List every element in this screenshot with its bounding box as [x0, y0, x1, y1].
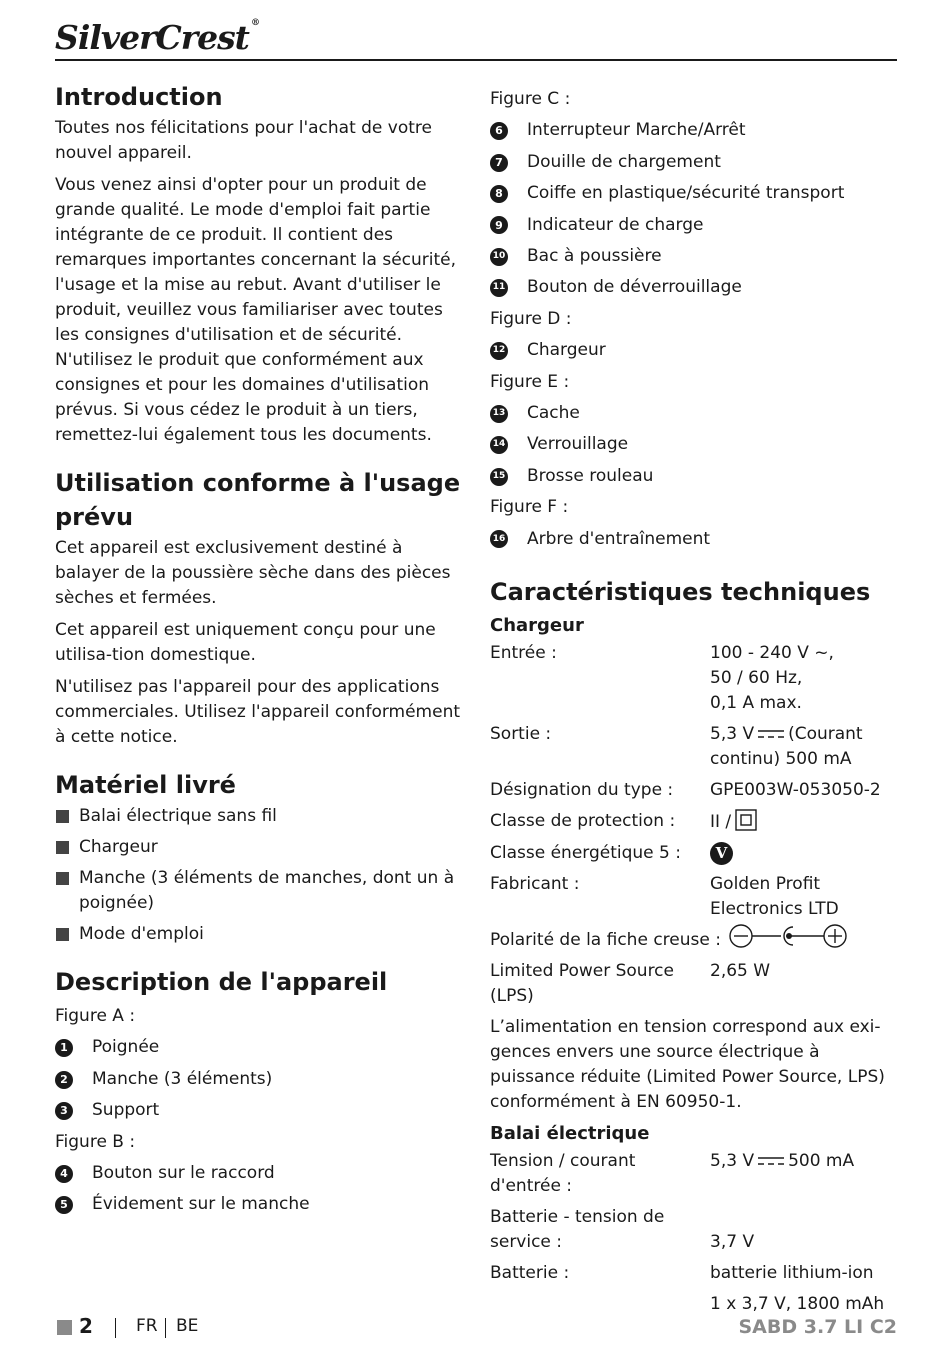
model-number: SABD 3.7 LI C2: [738, 1316, 897, 1338]
list-item: 16 Arbre d'entraînement: [490, 524, 900, 555]
page-header: [55, 8, 897, 61]
charger-subheading: Chargeur: [490, 615, 584, 637]
figure-d-label: Figure D :: [490, 308, 572, 329]
figure-f-label: Figure F :: [490, 497, 569, 518]
supplied-item: Balai électrique sans fil: [55, 804, 465, 829]
intro-heading: Introduction: [55, 83, 223, 111]
list-item: 1 Poignée: [55, 1032, 465, 1063]
list-item: 15 Brosse rouleau: [490, 461, 900, 492]
spec-row-type: Désignation du type : GPE003W-053050-2: [490, 780, 881, 801]
footer-divider: [165, 1318, 166, 1338]
list-item: 3 Support: [55, 1095, 465, 1126]
list-item: 7 Douille de chargement: [490, 147, 900, 178]
list-item: 6 Interrupteur Marche/Arrêt: [490, 115, 900, 146]
brand-logo: SilverCrest ®: [55, 18, 259, 57]
figure-b-label: Figure B :: [55, 1131, 136, 1152]
polarity-symbol-icon: [729, 922, 847, 950]
list-item: 4 Bouton sur le raccord: [55, 1158, 465, 1189]
spec-row-energy: Classe énergétique 5 : V: [490, 841, 900, 866]
list-item: 2 Manche (3 éléments): [55, 1064, 465, 1095]
bullet-square-icon: [56, 872, 69, 885]
spec-row-output: Sortie : 5,3 V (Courant continu) 500 mA: [490, 724, 863, 770]
dc-symbol-icon: [758, 1156, 784, 1166]
list-item: 10 Bac à poussière: [490, 241, 900, 272]
page-footer: [55, 1310, 897, 1346]
spec-row-voltage: Tension / courant d'entrée : 5,3 V 500 mA: [490, 1151, 855, 1197]
spec-row-protection: Classe de protection : II /: [490, 809, 900, 835]
list-item: 9 Indicateur de charge: [490, 210, 900, 241]
spec-row-input: Entrée : 100 - 240 V ~, 50 / 60 Hz, 0,1 A max.: [490, 643, 834, 714]
supplied-heading: Matériel livré: [55, 771, 236, 799]
spec-row-battery: Batterie : batterie lithium-ion 1 x 3,7 V, 1800 mAh: [490, 1263, 885, 1315]
page-marker-square: [57, 1320, 72, 1335]
intro-paragraph-1: Toutes nos félicitations pour l'achat de votre nouvel appareil.: [55, 118, 432, 163]
specs-heading: Caractéristiques techniques: [490, 578, 871, 607]
header-rule: [55, 59, 897, 61]
figure-e-label: Figure E :: [490, 371, 570, 392]
footer-divider: [115, 1318, 116, 1338]
dc-symbol-icon: [758, 729, 784, 739]
lang-fr: FR: [136, 1316, 158, 1336]
spec-row-lps: Limited Power Source (LPS) 2,65 W: [490, 961, 771, 1007]
spec-row-polarity: Polarité de la fiche creuse :: [490, 928, 900, 953]
usage-paragraph-2: Cet appareil est uniquement conçu pour une utilisa-tion domestique.: [55, 620, 436, 665]
supplied-item: Chargeur: [55, 835, 465, 860]
lang-be: BE: [176, 1316, 199, 1336]
intro-paragraph-2: Vous venez ainsi d'opter pour un produit de grande qualité. Le mode d'emploi fait partie intégrante de ce produit. Il contient des remarques importantes concernant la sécurité, l'usage et la mise au rebut. Avant d'utiliser le produit, veuillez vous familiariser avec toutes les consignes d'utilisation et de sécurité. N'utilisez le produit que conformément aux consignes et pour les domaines d'utilisation prévus. Si vous cédez le produit à un tiers, remettez-lui également tous les documents.: [55, 175, 457, 445]
usage-paragraph-1: Cet appareil est exclusivement destiné à balayer de la poussière sèche dans des pièces sèches et fermées.: [55, 538, 451, 608]
energy-class-badge: V: [710, 842, 733, 865]
list-item: 11 Bouton de déverrouillage: [490, 272, 900, 303]
figure-a-label: Figure A :: [55, 1006, 136, 1026]
left-column: [55, 80, 465, 1221]
list-item: 13 Cache: [490, 398, 900, 429]
list-item: 8 Coiffe en plastique/sécurité transport: [490, 178, 900, 209]
list-item: 5 Évidement sur le manche: [55, 1189, 465, 1220]
usage-paragraph-3: N'utilisez pas l'appareil pour des applications commerciales. Utilisez l'appareil conformément à cette notice.: [55, 677, 461, 747]
spec-row-maker: Fabricant : Golden Profit Electronics LTD: [490, 874, 839, 920]
description-heading: Description de l'appareil: [55, 968, 388, 996]
bullet-square-icon: [56, 810, 69, 823]
figure-c-label: Figure C :: [490, 89, 571, 109]
usage-heading: Utilisation conforme à l'usage prévu: [55, 469, 461, 531]
double-insulation-icon: [735, 809, 757, 831]
broom-subheading: Balai électrique: [490, 1123, 650, 1145]
bullet-square-icon: [56, 841, 69, 854]
right-column: [490, 84, 900, 1323]
list-item: 14 Verrouillage: [490, 429, 900, 460]
lps-note: L’alimentation en tension correspond aux exi-gences envers une source électrique à puissance réduite (Limited Power Source, LPS) conformément à EN 60950-1.: [490, 1017, 885, 1113]
bullet-square-icon: [56, 928, 69, 941]
supplied-item: Manche (3 éléments de manches, dont un à poignée): [55, 866, 465, 916]
spec-row-battery-voltage: Batterie - tension de service : 3,7 V: [490, 1207, 755, 1253]
page-number: 2: [79, 1314, 93, 1338]
list-item: 12 Chargeur: [490, 335, 900, 366]
supplied-item: Mode d'emploi: [55, 922, 465, 947]
